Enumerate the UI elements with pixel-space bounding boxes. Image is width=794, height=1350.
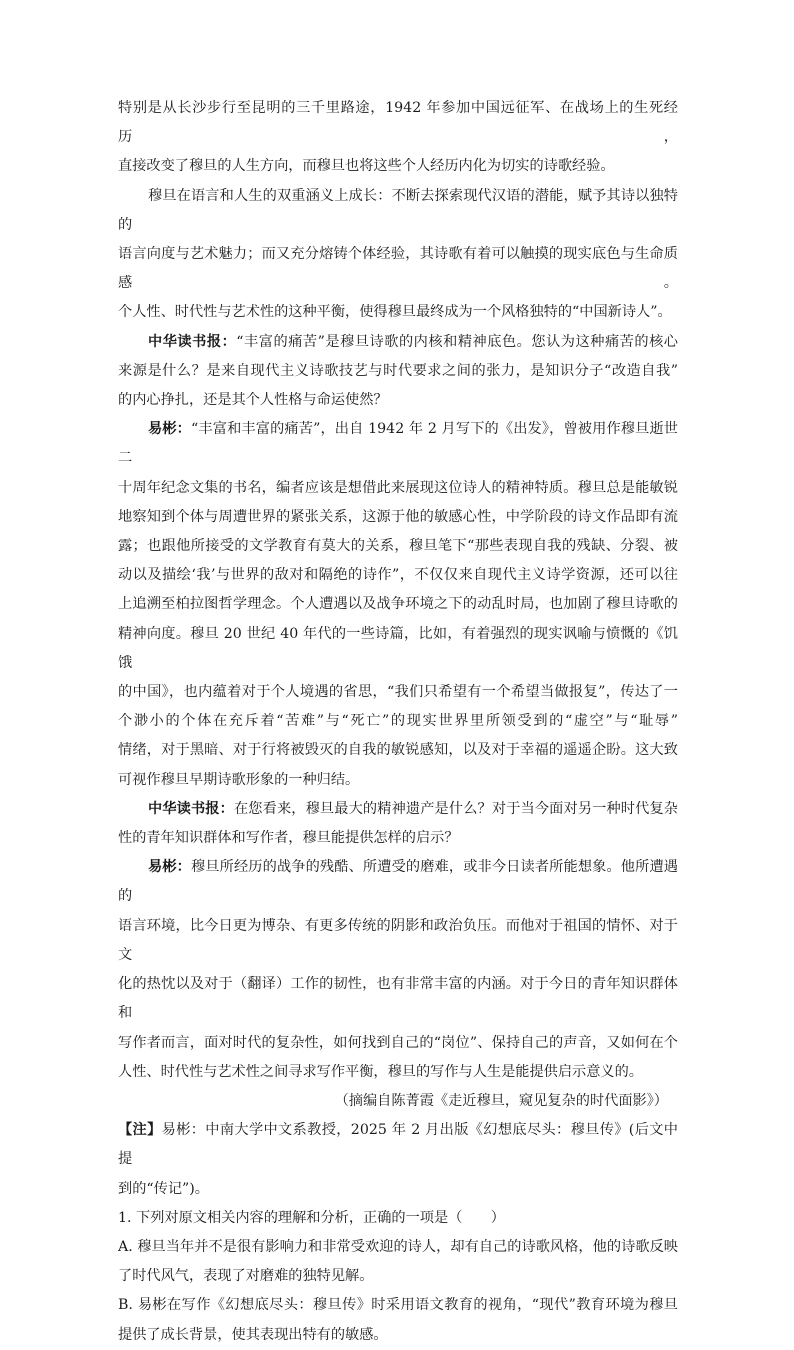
speaker-label: 易彬：: [148, 421, 191, 438]
speaker-label: 中华读书报：: [148, 800, 234, 817]
interview-answer: [118, 415, 678, 473]
interview-question: [118, 795, 678, 824]
interview-question: [118, 328, 678, 357]
text-run: 穆旦所经历的战争的残酷、所遭受的磨难，或非今日读者所能想象。他所遭遇的: [118, 859, 678, 905]
text-line: 情绪，对于黑暗、对于行将被毁灭的自我的敏锐感知，以及对于幸福的遥遥企盼。这大致: [118, 742, 678, 759]
text-line: 穆旦在语言和人生的双重涵义上成长：不断去探索现代汉语的潜能，赋予其诗以独特的: [118, 187, 678, 233]
text-run: 易彬：中南大学中文系教授，2025 年 2 月出版《幻想底尽头：穆旦传》(后文中提: [118, 1122, 678, 1168]
text-line: 特别是从长沙步行至昆明的三千里路途，1942 年参加中国远征军、在战场上的生死经历，: [118, 100, 678, 146]
text-line: 来源是什么？是来自现代主义诗歌技艺与时代要求之间的张力，是知识分子“改造自我”: [118, 362, 678, 379]
text-line: 个人性、时代性与艺术性的这种平衡，使得穆旦最终成为一个风格独特的“中国新诗人”。: [118, 304, 672, 321]
text-line: 动以及描绘‘我’与世界的敌对和隔绝的诗作”，不仅仅来自现代主义诗学资源，还可以往: [118, 567, 678, 584]
text-line: 上追溯至柏拉图哲学理念。个人遭遇以及战争环境之下的动乱时局，也加剧了穆旦诗歌的: [118, 596, 678, 613]
note-label: 【注】: [118, 1122, 162, 1139]
text-line: 精神向度。穆旦 20 世纪 40 年代的一些诗篇，比如，有着强烈的现实讽喻与愤慨的《饥饿: [118, 625, 678, 671]
question-stem: 1. 下列对原文相关内容的理解和分析，正确的一项是（ ）: [118, 1209, 505, 1226]
text-line: 可视作穆旦早期诗歌形象的一种归结。: [118, 771, 360, 788]
text-line: 了时代风气，表现了对磨难的独特见解。: [118, 1268, 374, 1285]
text-run: 在您看来，穆旦最大的精神遗产是什么？对于当今面对另一种时代复杂: [233, 800, 678, 817]
text-line: 地察知到个体与周遭世界的紧张关系，这源于他的敏感心性，中学阶段的诗文作品即有流: [118, 508, 678, 525]
speaker-label: 中华读书报：: [148, 333, 237, 350]
text-line: 个渺小的个体在充斥着“苦难”与“死亡”的现实世界里所领受到的“虚空”与“耻辱”: [118, 713, 678, 730]
speaker-label: 易彬：: [148, 859, 191, 876]
option-a: A. 穆旦当年并不是很有影响力和非常受欢迎的诗人，却有自己的诗歌风格，他的诗歌反映: [118, 1238, 678, 1255]
text-run: “丰富的痛苦”是穆旦诗歌的内核和精神底色。您认为这种痛苦的核心: [236, 333, 678, 350]
source-citation: （摘编自陈菁霞《走近穆旦，窥见复杂的时代面影》）: [334, 1092, 668, 1109]
option-b: B. 易彬在写作《幻想底尽头：穆旦传》时采用语文教育的视角，“现代”教育环境为穆旦: [118, 1297, 678, 1314]
text-line: 语言环境，比今日更为博杂、有更多传统的阴影和政治负压。而他对于祖国的情怀、对于文: [118, 917, 678, 963]
text-line: 的中国》，也内蕴着对于个人境遇的省思，“我们只希望有一个希望当做报复”，传达了一: [118, 684, 678, 701]
text-line: 到的“传记”)。: [118, 1180, 209, 1197]
note: [118, 1116, 678, 1174]
text-line: 提供了成长背景，使其表现出特有的敏感。: [118, 1326, 388, 1343]
text-line: 语言向度与艺术魅力；而又充分熔铸个体经验，其诗歌有着可以触摸的现实底色与生命质感。: [118, 246, 678, 292]
text-line: 化的热忱以及对于（翻译）工作的韧性，也有非常丰富的内涵。对于今日的青年知识群体和: [118, 976, 678, 1022]
text-line: 写作者而言，面对时代的复杂性，如何找到自己的“岗位”、保持自己的声音，又如何在个: [118, 1034, 678, 1051]
text-line: 直接改变了穆旦的人生方向，而穆旦也将这些个人经历内化为切实的诗歌经验。: [118, 158, 615, 175]
article-body: [118, 94, 678, 1350]
text-line: 十周年纪念文集的书名，编者应该是想借此来展现这位诗人的精神特质。穆旦总是能敏锐: [118, 479, 678, 496]
interview-answer: [118, 853, 678, 911]
text-line: 的内心挣扎，还是其个人性格与命运使然？: [118, 392, 388, 409]
text-line: 人性、时代性与艺术性之间寻求写作平衡，穆旦的写作与人生是能提供启示意义的。: [118, 1063, 643, 1080]
text-run: “丰富和丰富的痛苦”，出自 1942 年 2 月写下的《出发》，曾被用作穆旦逝世二: [118, 421, 678, 467]
text-line: 露；也跟他所接受的文学教育有莫大的关系，穆旦笔下“那些表现自我的残缺、分裂、被: [118, 538, 678, 555]
text-line: 性的青年知识群体和写作者，穆旦能提供怎样的启示？: [118, 830, 459, 847]
